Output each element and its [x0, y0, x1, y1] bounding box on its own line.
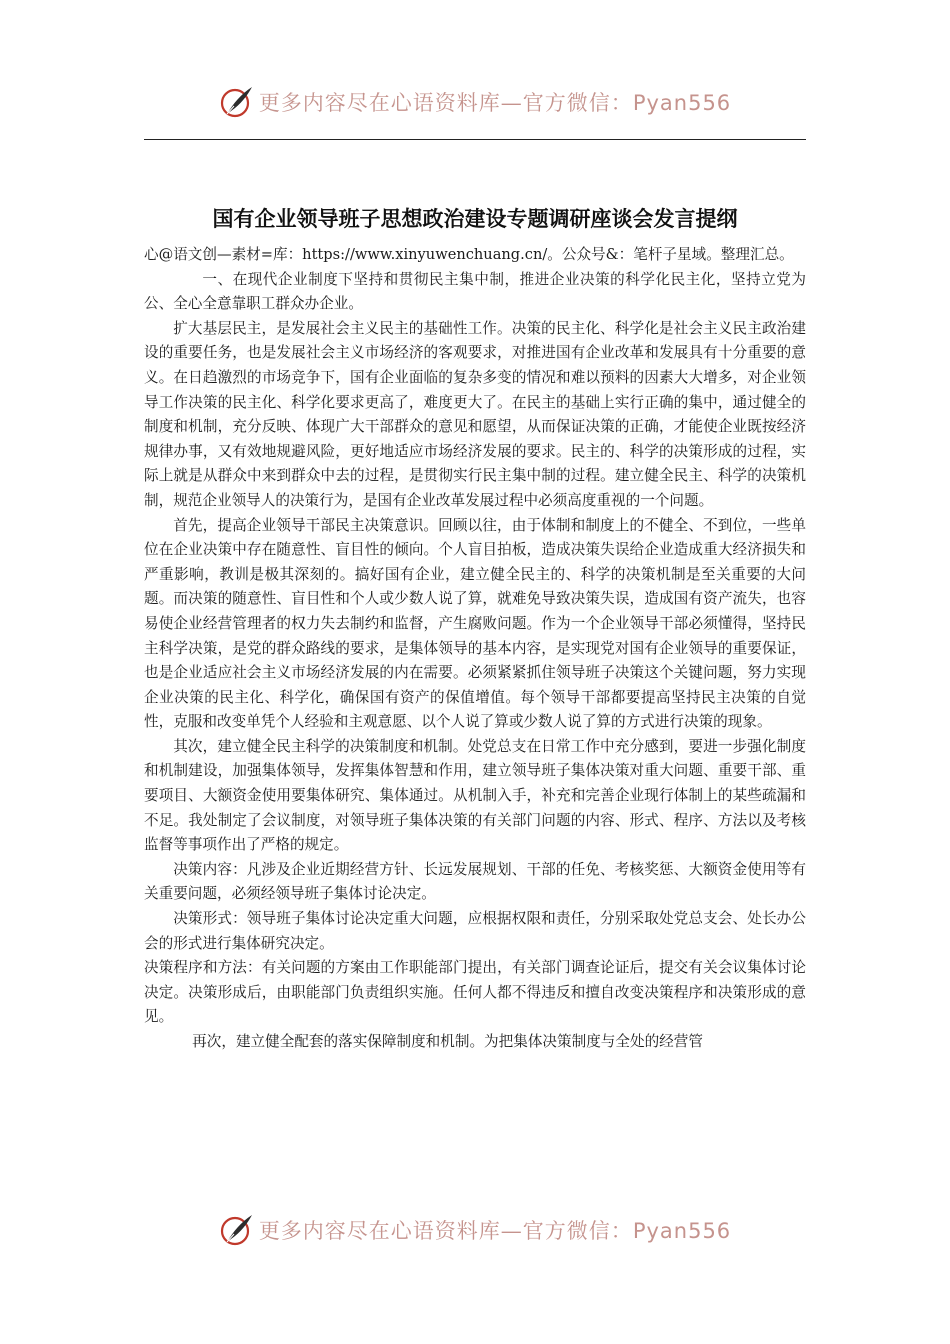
source-line: 心@语文创—素材=库：https://www.xinyuwenchuang.cn/。公众号&：笔杆子星域。整理汇总。 — [144, 246, 794, 263]
footer-banner — [0, 1208, 950, 1252]
banner-text: 更多内容尽在心语资料库—官方微信：Pyan556 — [258, 1219, 732, 1243]
paragraph: 扩大基层民主，是发展社会主义民主的基础性工作。决策的民主化、科学化是社会主义民主政治建设的重要任务，也是发展社会主义市场经济的客观要求，对推进国有企业改革和发展具有十分重要的意义。在日趋激烈的市场竞争下，国有企业面临的复杂多变的情况和难以预料的因素大大增多，对企业领导工作决策的民主化、科学化要求更高了，难度更大了。在民主的基础上实行正确的集中，通过健全的制度和机制，充分反映、体现广大干部群众的意见和愿望，从而保证决策的正确，才能使企业既按经济规律办事，又有效地规避风险，更好地适应市场经济发展的要求。民主的、科学的决策形成的过程，实际上就是从群众中来到群众中去的过程，是贯彻实行民主集中制的过程。建立健全民主、科学的决策机制，规范企业领导人的决策行为，是国有企业改革发展过程中必须高度重视的一个问题。 — [144, 319, 806, 509]
banner-text: 更多内容尽在心语资料库—官方微信：Pyan556 — [258, 91, 732, 115]
header-banner — [0, 80, 950, 124]
document-title: 国有企业领导班子思想政治建设专题调研座谈会发言提纲 — [212, 207, 738, 231]
paragraph: 决策内容：凡涉及企业近期经营方针、长远发展规划、干部的任免、考核奖惩、大额资金使用等有关重要问题，必须经领导班子集体讨论决定。 — [144, 860, 806, 903]
header-divider — [144, 139, 806, 140]
paragraph: 决策形式：领导班子集体讨论决定重大问题，应根据权限和责任，分别采取处党总支会、处长办公会的形式进行集体研究决定。 — [144, 910, 806, 952]
quill-pen-logo-icon — [219, 1212, 255, 1248]
quill-pen-logo-icon — [219, 84, 255, 120]
document-body — [144, 243, 806, 1055]
paragraph: 一、在现代企业制度下坚持和贯彻民主集中制，推进企业决策的科学化民主化，坚持立党为公、全心全意靠职工群众办企业。 — [144, 270, 806, 313]
paragraph: 决策程序和方法：有关问题的方案由工作职能部门提出，有关部门调查论证后，提交有关会议集体讨论决定。决策形成后，由职能部门负责组织实施。任何人都不得违反和擅自改变决策程序和决策形成的意见。 — [144, 959, 806, 1026]
paragraph: 首先，提高企业领导干部民主决策意识。回顾以往，由于体制和制度上的不健全、不到位，一些单位在企业决策中存在随意性、盲目性的倾向。个人盲目拍板，造成决策失误给企业造成重大经济损失和严重影响，教训是极其深刻的。搞好国有企业，建立健全民主的、科学的决策机制是至关重要的大问题。而决策的随意性、盲目性和个人或少数人说了算，就难免导致决策失误，造成国有资产流失，也容易使企业经营管理者的权力失去制约和监督，产生腐败问题。作为一个企业领导干部必须懂得，坚持民主科学决策，是党的群众路线的要求，是集体领导的基本内容，是实现党对国有企业领导的重要保证，也是企业适应社会主义市场经济发展的内在需要。必须紧紧抓住领导班子决策这个关键问题，努力实现企业决策的民主化、科学化，确保国有资产的保值增值。每个领导干部都要提高坚持民主决策的自觉性，克服和改变单凭个人经验和主观意愿、以个人说了算或少数人说了算的方式进行决策的现象。 — [144, 516, 806, 731]
paragraph: 其次，建立健全民主科学的决策制度和机制。处党总支在日常工作中充分感到，要进一步强化制度和机制建设，加强集体领导，发挥集体智慧和作用，建立领导班子集体决策对重大问题、重要干部、重要项目、大额资金使用要集体研究、集体通过。从机制入手，补充和完善企业现行体制上的某些疏漏和不足。我处制定了会议制度，对领导班子集体决策的有关部门问题的内容、形式、程序、方法以及考核监督等事项作出了严格的规定。 — [144, 737, 806, 854]
paragraph: 再次，建立健全配套的落实保障制度和机制。为把集体决策制度与全处的经营管 — [192, 1033, 703, 1050]
